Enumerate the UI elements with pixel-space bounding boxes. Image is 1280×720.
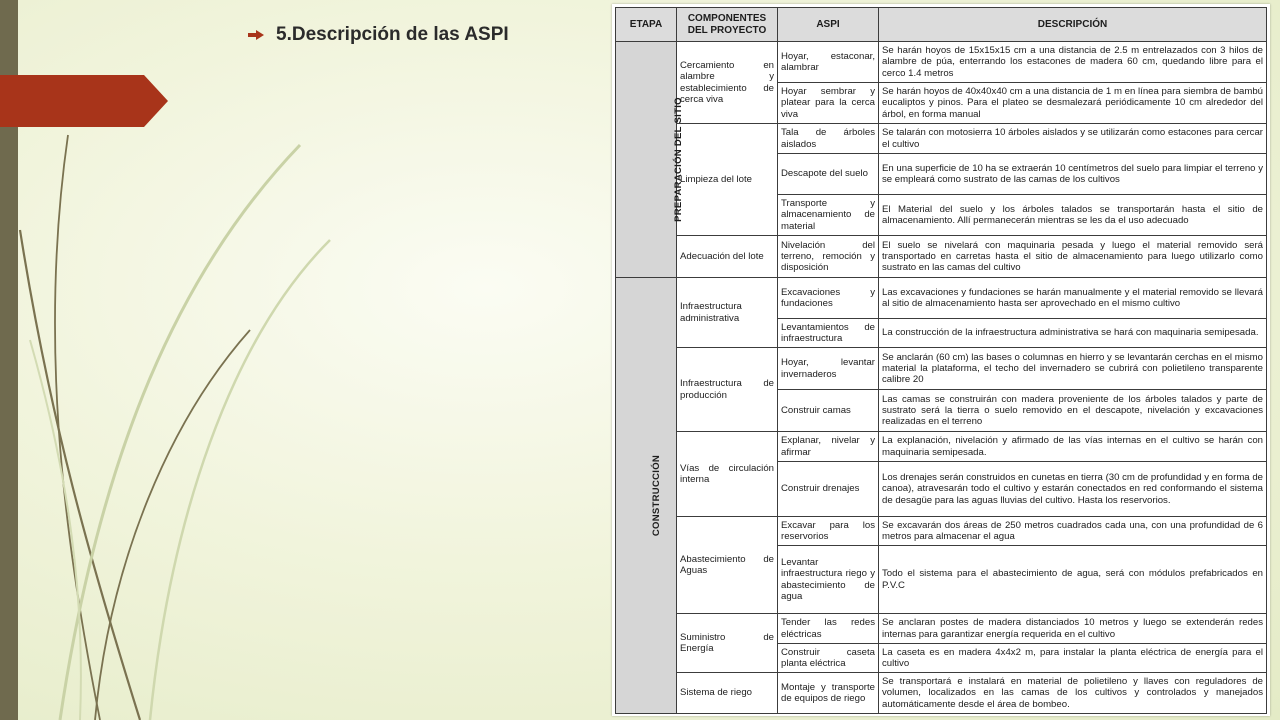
table-row: [616, 42, 1267, 83]
aspi-cell: Levantamientos de infraestructura: [778, 319, 879, 348]
description-cell: Se excavarán dos áreas de 250 metros cuadrados cada una, con una profundidad de 6 metros para almacenar el agua: [879, 517, 1267, 546]
component-cell: Adecuación del lote: [677, 236, 778, 278]
aspi-cell: Explanar, nivelar y afirmar: [778, 432, 879, 462]
stage-label: PREPARACIÓN DEL SITIO: [672, 97, 684, 222]
slide-title-text: 5.Descripción de las ASPI: [276, 24, 509, 45]
slide-title: [256, 24, 509, 46]
description-cell: Se talarán con motosierra 10 árboles aislados y se utilizarán como estacones para cercar el cultivo: [879, 124, 1267, 154]
stage-cell: [616, 278, 677, 714]
table-row: [616, 432, 1267, 462]
aspi-cell: Hoyar, levantar invernaderos: [778, 348, 879, 390]
header-descripcion: DESCRIPCIÓN: [879, 8, 1267, 42]
description-cell: Las camas se construirán con madera proveniente de los árboles talados y parte de sustrato será la tierra o suelo removido en el descapote, nivelación y excavaciones realizadas en el terreno: [879, 390, 1267, 432]
description-cell: Se harán hoyos de 15x15x15 cm a una distancia de 2.5 m entrelazados con 3 hilos de alambre de púa, enterrando los estacones de madera 60 cm, quedando libre para el cerco 1.4 metros: [879, 42, 1267, 83]
stage-label: CONSTRUCCIÓN: [651, 454, 663, 537]
description-cell: El Material del suelo y los árboles talados se transportarán hasta el sitio de almacenamiento. Allí permanecerán mientras se les da el uso adecuado: [879, 195, 1267, 236]
component-cell: Limpieza del lote: [677, 124, 778, 236]
table-row: [616, 348, 1267, 390]
component-cell: Abastecimiento de Aguas: [677, 517, 778, 614]
aspi-cell: Excavaciones y fundaciones: [778, 278, 879, 319]
table-row: [616, 236, 1267, 278]
table-row: [616, 673, 1267, 714]
aspi-cell: Excavar para los reservorios: [778, 517, 879, 546]
description-cell: En una superficie de 10 ha se extraerán 10 centímetros del suelo para limpiar el terreno y se empleará como sustrato de las camas de los cultivos: [879, 154, 1267, 195]
aspi-cell: Nivelación del terreno, remoción y disposición: [778, 236, 879, 278]
aspi-table: [615, 7, 1267, 714]
aspi-cell: Descapote del suelo: [778, 154, 879, 195]
header-etapa: ETAPA: [616, 8, 677, 42]
table-row: [616, 614, 1267, 644]
description-cell: Las excavaciones y fundaciones se harán manualmente y el material removido se llevará al sitio de almacenamiento hasta ser aprovechado en el mismo cultivo: [879, 278, 1267, 319]
aspi-cell: Tender las redes eléctricas: [778, 614, 879, 644]
aspi-table-image: [612, 4, 1270, 716]
description-cell: El suelo se nivelará con maquinaria pesada y luego el material removido será transportado en carretas hasta el sitio de almacenamiento para luego utilizarlo como sustrato en las camas del cultivo: [879, 236, 1267, 278]
aspi-cell: Montaje y transporte de equipos de riego: [778, 673, 879, 714]
component-cell: Infraestructura administrativa: [677, 278, 778, 348]
red-tab-shape: [0, 75, 168, 127]
aspi-cell: Transporte y almacenamiento de material: [778, 195, 879, 236]
description-cell: La explanación, nivelación y afirmado de las vías internas en el cultivo se harán con maquinaria semipesada.: [879, 432, 1267, 462]
aspi-cell: Tala de árboles aislados: [778, 124, 879, 154]
aspi-cell: Construir camas: [778, 390, 879, 432]
aspi-cell: Hoyar, estaconar, alambrar: [778, 42, 879, 83]
description-cell: Se transportará e instalará en material de polietileno y llaves con reguladores de volumen, localizados en las camas de los cultivos y controlados y manejados automáticamente desde el área de bombeo.: [879, 673, 1267, 714]
description-cell: La caseta es en madera 4x4x2 m, para instalar la planta eléctrica de energía para el cultivo: [879, 644, 1267, 673]
table-row: [616, 517, 1267, 546]
table-row: [616, 278, 1267, 319]
arrow-bullet-icon: [256, 30, 264, 40]
aspi-cell: Levantar infraestructura riego y abastecimiento de agua: [778, 546, 879, 614]
header-componentes: COMPONENTES DEL PROYECTO: [677, 8, 778, 42]
stage-cell: [616, 42, 684, 278]
description-cell: Los drenajes serán construidos en cunetas en tierra (30 cm de profundidad y en forma de canoa), atravesarán todo el cultivo y estarán conectados en red conformando el sistema de desagüe para las aguas lluvias del cultivo. Hasta los reservorios.: [879, 462, 1267, 517]
aspi-cell: Construir drenajes: [778, 462, 879, 517]
header-aspi: ASPI: [778, 8, 879, 42]
description-cell: Se anclaran postes de madera distanciados 10 metros y luego se extenderán redes internas para garantizar energía requerida en el cultivo: [879, 614, 1267, 644]
description-cell: La construcción de la infraestructura administrativa se hará con maquinaria semipesada.: [879, 319, 1267, 348]
component-cell: Suministro de Energía: [677, 614, 778, 673]
component-cell: Vías de circulación interna: [677, 432, 778, 517]
component-cell: Cercamiento en alambre y establecimiento de cerca viva: [677, 42, 778, 124]
description-cell: Se harán hoyos de 40x40x40 cm a una distancia de 1 m en línea para siembra de bambú eucaliptos y pinos. Para el plateo se desmalezará periódicamente 10 cm alrededor del árbol, en forma manual: [879, 83, 1267, 124]
component-cell: Infraestructura de producción: [677, 348, 778, 432]
table-row: [616, 124, 1267, 154]
component-cell: Sistema de riego: [677, 673, 778, 714]
description-cell: Se anclarán (60 cm) las bases o columnas en hierro y se levantarán cerchas en el mismo material la plataforma, el techo del invernadero se cubrirá con polietileno transparente calibre 20: [879, 348, 1267, 390]
description-cell: Todo el sistema para el abastecimiento de agua, será con módulos prefabricados en P.V.C: [879, 546, 1267, 614]
aspi-cell: Hoyar sembrar y platear para la cerca viva: [778, 83, 879, 124]
aspi-cell: Construir caseta planta eléctrica: [778, 644, 879, 673]
